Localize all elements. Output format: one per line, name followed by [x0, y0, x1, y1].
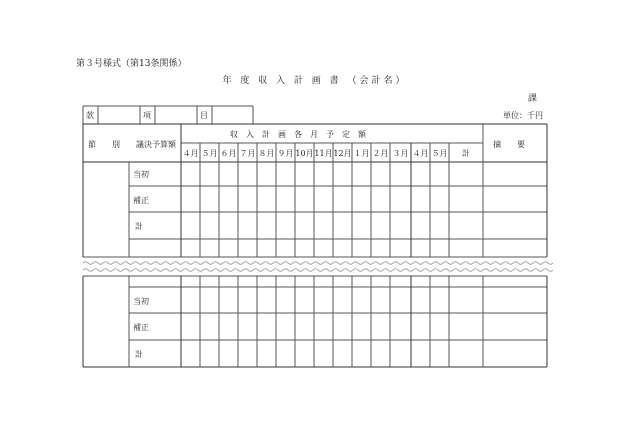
account-row — [83, 106, 253, 124]
month-header-cell: ２月 — [372, 149, 389, 158]
section-header: 節 別 — [88, 140, 120, 149]
account-label-kou: 項 — [143, 111, 151, 120]
month-header-cell: ７月 — [239, 149, 256, 158]
account-label-moku: 目 — [200, 111, 208, 120]
unit-label: 単位：千円 — [503, 111, 543, 120]
month-header-cell: 11月 — [314, 149, 333, 158]
month-header-cell: ９月 — [277, 149, 294, 158]
row-label-revision-2: 補正 — [133, 323, 149, 332]
month-header-cell: ５月 — [201, 149, 218, 158]
month-header-cell: 10月 — [295, 149, 314, 158]
month-header-cell: ６月 — [220, 149, 237, 158]
month-header-cell: １月 — [353, 149, 370, 158]
row-label-initial-2: 当初 — [133, 297, 149, 306]
row-label-revision: 補正 — [133, 196, 149, 205]
month-header-row — [183, 148, 471, 158]
budget-header: 議決予算額 — [136, 140, 176, 149]
month-header-cell: ３月 — [392, 149, 409, 158]
month-header-cell: 計 — [462, 149, 470, 158]
grid-lines — [83, 124, 547, 367]
form-code: 第３号様式（第13条関係） — [76, 59, 187, 69]
row-label-total-2: 計 — [135, 350, 143, 359]
month-header-cell: ４月 — [412, 149, 429, 158]
table-break-marks — [83, 262, 553, 272]
month-header-cell: ５月 — [431, 149, 448, 158]
month-header-cell: ４月 — [182, 149, 199, 158]
month-header-cell: 12月 — [333, 149, 352, 158]
document-title: 年 度 収 入 計 画 書 （会計名） — [222, 76, 408, 86]
plan-header: 収 入 計 画 各 月 予 定 額 — [230, 130, 366, 139]
row-label-initial: 当初 — [133, 170, 149, 179]
break-wave-line — [83, 269, 553, 272]
department-label: 課 — [528, 94, 538, 104]
account-label-kan: 款 — [86, 111, 94, 120]
month-header-cell: ８月 — [258, 149, 275, 158]
summary-header: 摘 要 — [493, 140, 525, 149]
row-label-total: 計 — [135, 222, 143, 231]
break-wave-line — [83, 262, 553, 265]
table-header — [88, 129, 525, 158]
